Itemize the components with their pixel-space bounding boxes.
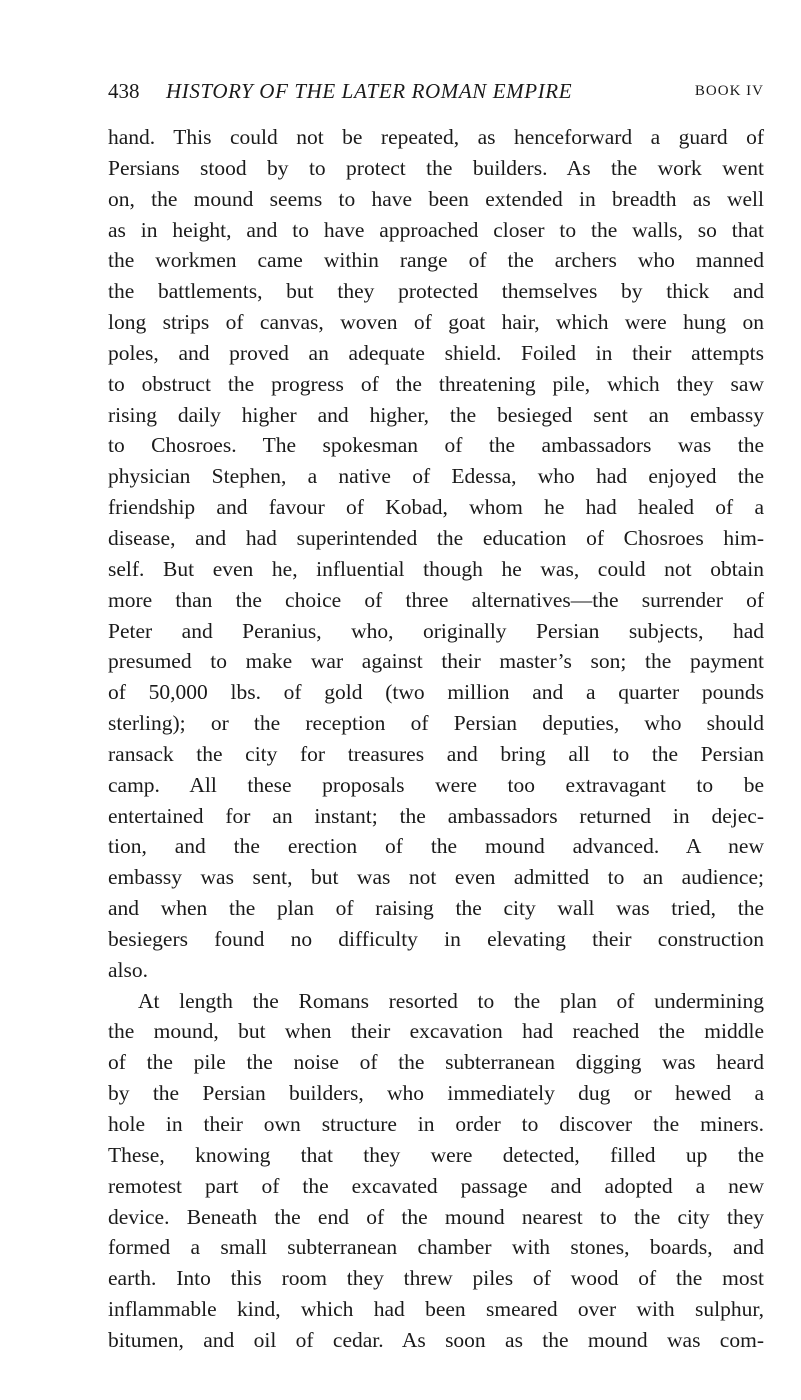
text-line: Peter and Peranius, who, originally Persian subjects, had	[108, 618, 764, 643]
text-line: physician Stephen, a native of Edessa, who had enjoyed the	[108, 464, 764, 489]
text-line: Persians stood by to protect the builders. As the work went	[108, 155, 764, 180]
text-line: poles, and proved an adequate shield. Foiled in their attempts	[108, 340, 764, 365]
text-line: of 50,000 lbs. of gold (two million and a quarter pounds	[108, 680, 764, 705]
text-line: earth. Into this room they threw piles of wood of the most	[108, 1266, 764, 1291]
text-line: as in height, and to have approached closer to the walls, so that	[108, 217, 764, 242]
paragraph-2	[108, 986, 764, 1356]
text-line: formed a small subterranean chamber with stones, boards, and	[108, 1235, 764, 1260]
text-line: presumed to make war against their master’s son; the payment	[108, 649, 764, 674]
text-line: sterling); or the reception of Persian deputies, who should	[108, 711, 764, 736]
text-line: by the Persian builders, who immediately dug or hewed a	[108, 1081, 764, 1106]
text-line: disease, and had superintended the education of Chosroes him-	[108, 525, 764, 550]
text-line: rising daily higher and higher, the besieged sent an embassy	[108, 402, 764, 427]
text-line: the workmen came within range of the archers who manned	[108, 248, 764, 273]
text-line: device. Beneath the end of the mound nearest to the city they	[108, 1204, 764, 1229]
body-text	[108, 122, 764, 1356]
text-line: the mound, but when their excavation had reached the middle	[108, 1019, 764, 1044]
running-header	[108, 76, 764, 106]
text-line: to Chosroes. The spokesman of the ambassadors was the	[108, 433, 764, 458]
paragraph-1	[108, 122, 764, 986]
text-line: hole in their own structure in order to discover the miners.	[108, 1112, 764, 1136]
text-line: more than the choice of three alternatives—the surrender of	[108, 587, 764, 612]
text-line: besiegers found no difficulty in elevating their construction	[108, 926, 764, 951]
text-line: bitumen, and oil of cedar. As soon as the mound was com-	[108, 1327, 764, 1352]
text-line: tion, and the erection of the mound advanced. A new	[108, 834, 764, 859]
text-line: also.	[108, 957, 149, 982]
text-line: of the pile the noise of the subterranean digging was heard	[108, 1050, 764, 1075]
page-number: 438	[108, 79, 140, 103]
text-line: on, the mound seems to have been extended in breadth as well	[108, 186, 764, 211]
text-line: self. But even he, influential though he was, could not obtain	[108, 556, 764, 581]
text-line: ransack the city for treasures and bring all to the Persian	[108, 741, 764, 766]
text-line: the battlements, but they protected themselves by thick and	[108, 279, 764, 304]
text-line: hand. This could not be repeated, as henceforward a guard of	[108, 125, 764, 149]
text-line: entertained for an instant; the ambassadors returned in dejec-	[108, 803, 764, 828]
text-line: and when the plan of raising the city wall was tried, the	[108, 896, 764, 921]
text-line: At length the Romans resorted to the plan of undermining	[138, 988, 764, 1013]
text-line: inflammable kind, which had been smeared over with sulphur,	[108, 1297, 764, 1322]
text-line: remotest part of the excavated passage and adopted a new	[108, 1173, 764, 1198]
running-title: HISTORY OF THE LATER ROMAN EMPIRE	[166, 79, 573, 103]
text-line: These, knowing that they were detected, filled up the	[108, 1142, 764, 1167]
text-line: friendship and favour of Kobad, whom he had healed of a	[108, 495, 764, 520]
book-label: BOOK IV	[694, 83, 764, 99]
text-line: embassy was sent, but was not even admitted to an audience;	[108, 865, 764, 890]
text-line: to obstruct the progress of the threatening pile, which they saw	[108, 371, 764, 396]
text-line: camp. All these proposals were too extravagant to be	[108, 772, 764, 797]
text-line: long strips of canvas, woven of goat hair, which were hung on	[108, 310, 764, 335]
